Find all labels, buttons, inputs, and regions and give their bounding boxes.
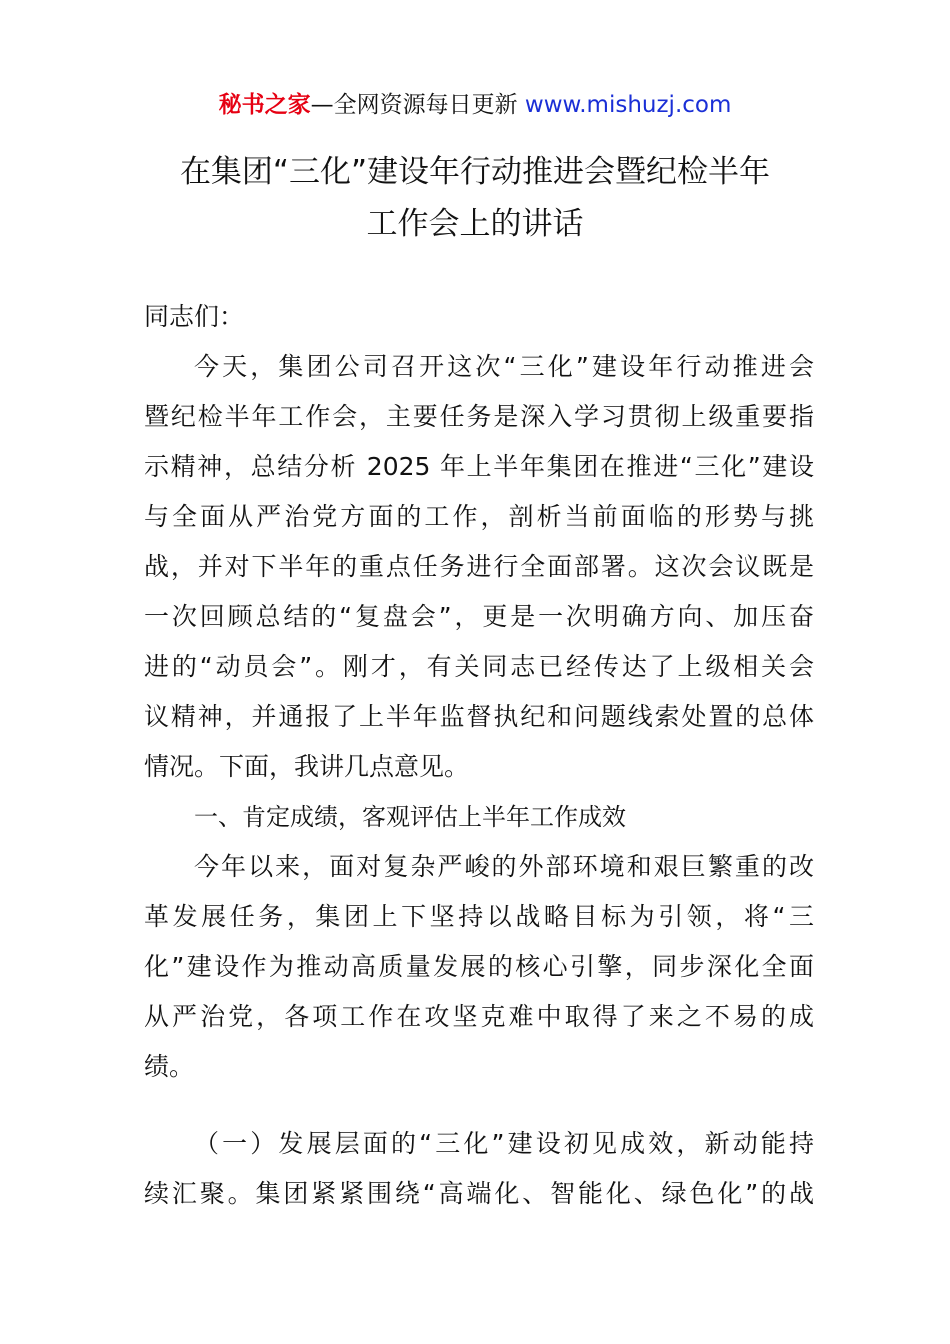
site-url[interactable]: www.mishuzj.com: [524, 92, 732, 118]
text-line: 与全面从严治党方面的工作，剖析当前面临的形势与挑: [144, 502, 814, 531]
text-line: 情况。下面，我讲几点意见。: [144, 752, 470, 781]
section-heading: 一、肯定成绩，客观评估上半年工作成效: [194, 803, 626, 831]
text-line: 进的“动员会”。刚才，有关同志已经传达了上级相关会: [144, 652, 814, 681]
paragraph-subsection-1: [144, 1119, 814, 1219]
paragraph-opening: [144, 342, 814, 792]
site-header: [0, 88, 950, 122]
text-line: 绩。: [144, 1052, 195, 1081]
text-line: 从严治党，各项工作在攻坚克难中取得了来之不易的成: [144, 1002, 814, 1031]
text-line: 一次回顾总结的“复盘会”，更是一次明确方向、加压奋: [144, 602, 814, 631]
text-line: （一）发展层面的“三化”建设初见成效，新动能持: [194, 1129, 814, 1158]
salutation: 同志们：: [144, 302, 245, 331]
document-body: [144, 292, 814, 1219]
text-line: 今天，集团公司召开这次“三化”建设年行动推进会: [194, 352, 814, 381]
site-tagline: —全网资源每日更新: [310, 92, 525, 118]
text-line: 化”建设作为推动高质量发展的核心引擎，同步深化全面: [144, 952, 814, 981]
text-line: 战，并对下半年的重点任务进行全面部署。这次会议既是: [144, 552, 814, 581]
text-line: 续汇聚。集团紧紧围绕“高端化、智能化、绿色化”的战: [144, 1179, 814, 1208]
text-line: 暨纪检半年工作会，主要任务是深入学习贯彻上级重要指: [144, 402, 814, 431]
text-line: 示精神，总结分析 2025 年上半年集团在推进“三化”建设: [144, 452, 814, 481]
paragraph-gap: [144, 1092, 814, 1119]
text-line: 今年以来，面对复杂严峻的外部环境和艰巨繁重的改: [194, 852, 814, 881]
title-line: 工作会上的讲话: [366, 206, 584, 242]
text-line: 议精神，并通报了上半年监督执纪和问题线索处置的总体: [144, 702, 814, 731]
text-line: 革发展任务，集团上下坚持以战略目标为引领，将“三: [144, 902, 814, 931]
site-brand: 秘书之家: [218, 92, 311, 118]
title-line: 在集团“三化”建设年行动推进会暨纪检半年: [179, 154, 771, 190]
document-title: [95, 146, 855, 250]
paragraph-achievements: [144, 842, 814, 1092]
